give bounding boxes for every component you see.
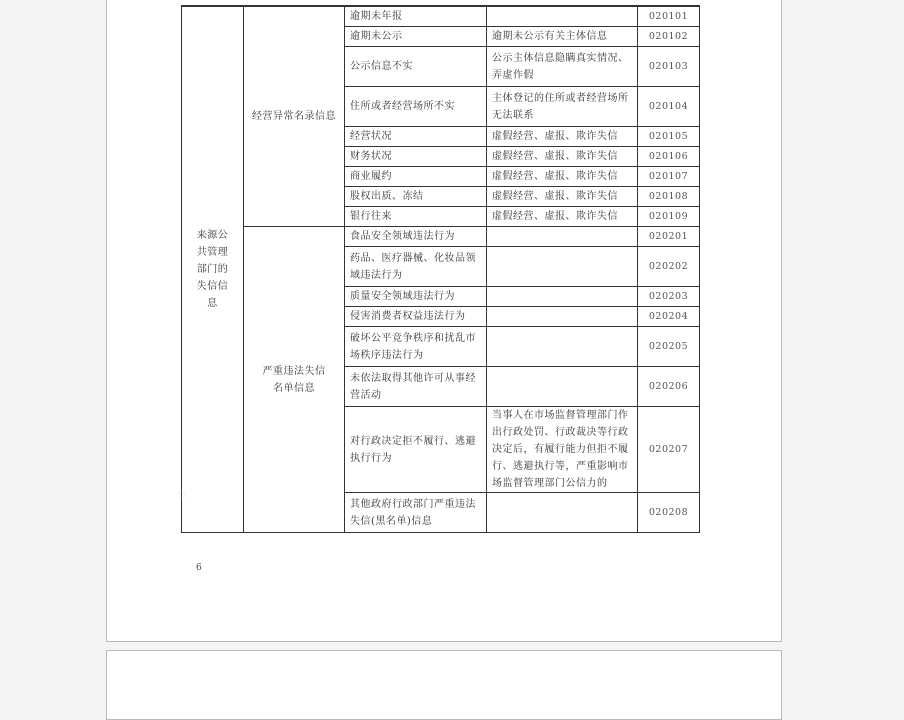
desc-cell: [487, 327, 638, 367]
code-cell: 020102: [638, 27, 700, 47]
item-cell: 药品、医疗器械、化妆品领域违法行为: [345, 247, 487, 287]
item-cell: 破坏公平竞争秩序和扰乱市场秩序违法行为: [345, 327, 487, 367]
desc-cell: 虚假经营、虚报、欺诈失信: [487, 187, 638, 207]
item-cell: 质量安全领域违法行为: [345, 287, 487, 307]
item-cell: 未依法取得其他许可从事经营活动: [345, 367, 487, 407]
credit-info-table: [181, 5, 700, 533]
code-cell: 020201: [638, 227, 700, 247]
desc-cell: 公示主体信息隐瞒真实情况、弄虚作假: [487, 47, 638, 87]
item-cell: 食品安全领域违法行为: [345, 227, 487, 247]
group-name-cell: 经营异常名录信息: [244, 7, 345, 227]
code-cell: 020208: [638, 493, 700, 533]
item-cell: 公示信息不实: [345, 47, 487, 87]
source-category-cell: 来源公共管理部门的失信信息: [182, 7, 244, 533]
code-cell: 020207: [638, 407, 700, 493]
item-cell: 经营状况: [345, 127, 487, 147]
code-cell: 020105: [638, 127, 700, 147]
code-cell: 020202: [638, 247, 700, 287]
table-row: [182, 227, 700, 247]
item-cell: 股权出质、冻结: [345, 187, 487, 207]
page-number: 6: [196, 563, 202, 573]
desc-cell: 逾期未公示有关主体信息: [487, 27, 638, 47]
desc-cell: [487, 227, 638, 247]
desc-cell: [487, 367, 638, 407]
group-name-cell: 严重违法失信名单信息: [244, 227, 345, 533]
desc-cell: 主体登记的住所或者经营场所无法联系: [487, 87, 638, 127]
code-cell: 020203: [638, 287, 700, 307]
code-cell: 020108: [638, 187, 700, 207]
desc-cell: 虚假经营、虚报、欺诈失信: [487, 167, 638, 187]
desc-cell: [487, 307, 638, 327]
code-cell: 020205: [638, 327, 700, 367]
item-cell: 侵害消费者权益违法行为: [345, 307, 487, 327]
watermark-icon: ◌: [178, 490, 186, 500]
item-cell: 逾期未公示: [345, 27, 487, 47]
item-cell: 逾期未年报: [345, 7, 487, 27]
item-cell: 对行政决定拒不履行、逃避执行行为: [345, 407, 487, 493]
desc-cell: [487, 493, 638, 533]
code-cell: 020103: [638, 47, 700, 87]
desc-cell: 虚假经营、虚报、欺诈失信: [487, 207, 638, 227]
table-row: [182, 7, 700, 27]
item-cell: 商业履约: [345, 167, 487, 187]
code-cell: 020101: [638, 7, 700, 27]
desc-cell: [487, 247, 638, 287]
code-cell: 020104: [638, 87, 700, 127]
desc-cell: 当事人在市场监督管理部门作出行政处罚、行政裁决等行政决定后，有履行能力但拒不履行、逃避执行等，严重影响市场监督管理部门公信力的: [487, 407, 638, 493]
code-cell: 020206: [638, 367, 700, 407]
item-cell: 财务状况: [345, 147, 487, 167]
next-document-page: [106, 650, 782, 720]
item-cell: 住所或者经营场所不实: [345, 87, 487, 127]
desc-cell: [487, 287, 638, 307]
desc-cell: [487, 7, 638, 27]
code-cell: 020204: [638, 307, 700, 327]
code-cell: 020107: [638, 167, 700, 187]
item-cell: 其他政府行政部门严重违法失信(黑名单)信息: [345, 493, 487, 533]
item-cell: 银行往来: [345, 207, 487, 227]
code-cell: 020109: [638, 207, 700, 227]
desc-cell: 虚假经营、虚报、欺诈失信: [487, 147, 638, 167]
desc-cell: 虚假经营、虚报、欺诈失信: [487, 127, 638, 147]
code-cell: 020106: [638, 147, 700, 167]
